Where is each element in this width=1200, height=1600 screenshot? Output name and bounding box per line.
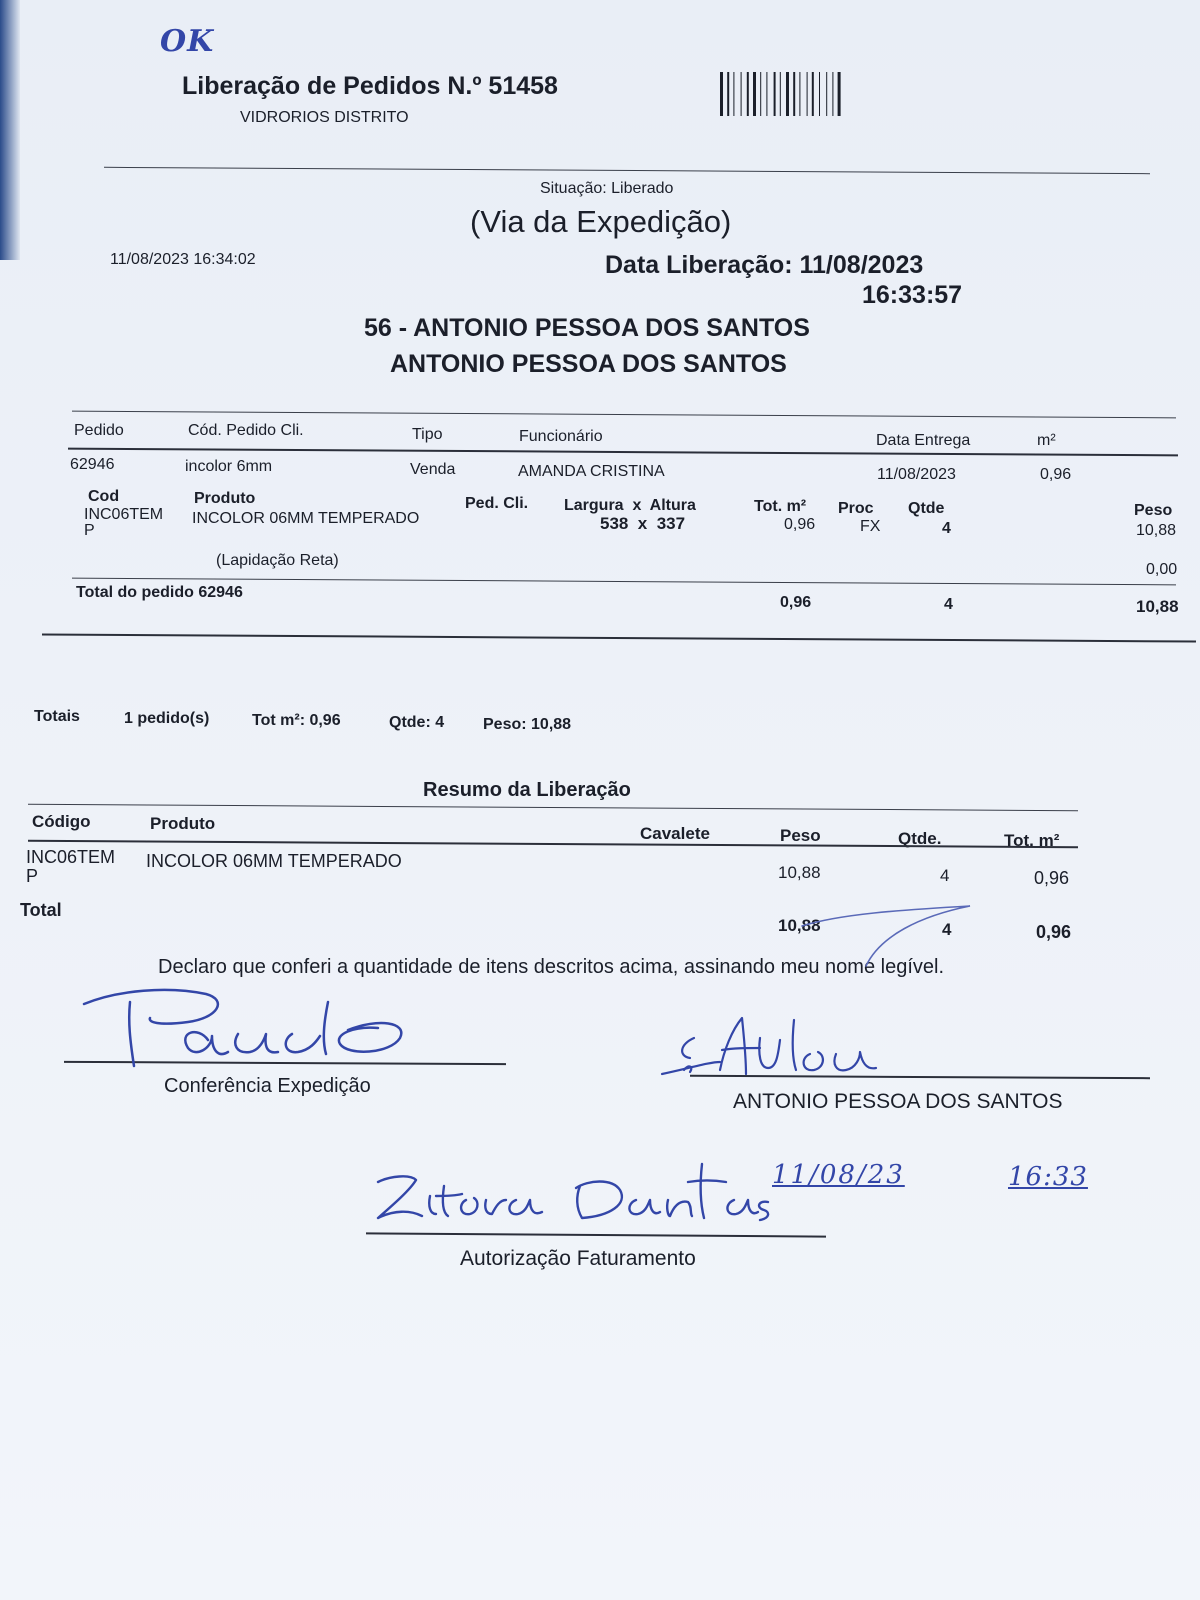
- item-header-largura-altura: Largura x Altura: [564, 497, 696, 514]
- item-tot-m2-value: 0,96: [784, 516, 816, 533]
- right-handwritten-signature: [660, 1010, 900, 1090]
- barcode-bar: [760, 72, 761, 116]
- col-header-cod-pedido-cli: Cód. Pedido Cli.: [188, 422, 304, 439]
- totals-peso: Peso: 10,88: [483, 716, 572, 733]
- summary-total-peso: 10,88: [778, 916, 821, 935]
- item-header-proc: Proc: [838, 500, 874, 517]
- order-total-peso: 10,88: [1136, 597, 1179, 616]
- col-header-data-entrega: Data Entrega: [876, 432, 971, 449]
- client-code-name: 56 - ANTONIO PESSOA DOS SANTOS: [364, 314, 810, 342]
- totals-tot-m2: Tot m²: 0,96: [252, 712, 341, 729]
- left-signature-caption: Conferência Expedição: [164, 1075, 371, 1097]
- barcode-bar: [786, 72, 789, 116]
- totals-pedidos: 1 pedido(s): [124, 710, 210, 727]
- item-process-description: (Lapidação Reta): [216, 552, 339, 569]
- pen-stroke: [800, 906, 980, 976]
- barcode-bar: [747, 72, 749, 116]
- copy-designation: (Via da Expedição): [470, 204, 732, 239]
- summary-total-label: Total: [20, 900, 62, 920]
- summary-header-peso: Peso: [780, 826, 821, 845]
- bottom-handwritten-signature: [370, 1160, 770, 1230]
- col-header-pedido: Pedido: [74, 422, 124, 439]
- item-header-tot-m2: Tot. m²: [754, 498, 807, 515]
- barcode-bar: [727, 72, 729, 116]
- barcode-bar: [733, 72, 734, 116]
- barcode-bar: [812, 72, 814, 116]
- summary-header-produto: Produto: [150, 814, 216, 833]
- left-handwritten-signature: [78, 982, 408, 1072]
- col-header-m2: m²: [1037, 432, 1056, 449]
- barcode-bar: [774, 72, 776, 116]
- summary-peso-value: 10,88: [778, 863, 821, 882]
- item-cod-line2: P: [84, 522, 95, 539]
- item-cod-line1: INC06TEM: [84, 506, 164, 523]
- order-cod-pedido-cli-value: incolor 6mm: [185, 458, 273, 475]
- summary-header-tot-m2: Tot. m²: [1004, 831, 1060, 850]
- barcode-bar: [766, 72, 767, 116]
- handwritten-date: 11/08/23: [772, 1160, 905, 1190]
- printed-timestamp: 11/08/2023 16:34:02: [110, 251, 256, 268]
- barcode-bar: [720, 72, 723, 116]
- barcode: [720, 72, 900, 118]
- col-header-funcionario: Funcionário: [519, 428, 603, 445]
- declaration-text: Declaro que conferi a quantidade de itens descritos acima, assinando meu nome legível.: [158, 956, 945, 978]
- item-qtde-value: 4: [942, 520, 951, 537]
- summary-produto-value: INCOLOR 06MM TEMPERADO: [146, 851, 402, 871]
- page-edge-shadow: [0, 0, 20, 260]
- summary-header-qtde: Qtde.: [898, 829, 942, 848]
- order-data-entrega-value: 11/08/2023: [877, 466, 956, 483]
- item-cod-value: [84, 507, 163, 539]
- handwritten-time: 16:33: [1008, 1162, 1088, 1192]
- barcode-bar: [741, 72, 742, 116]
- summary-codigo-value: [26, 848, 115, 886]
- totals-label: Totais: [34, 708, 80, 725]
- order-total-qtde: 4: [944, 596, 953, 613]
- summary-total-tot-m2: 0,96: [1036, 922, 1072, 942]
- summary-codigo-line1: INC06TEM: [26, 847, 116, 867]
- order-funcionario-value: AMANDA CRISTINA: [518, 463, 665, 480]
- item-proc-value: FX: [860, 518, 881, 535]
- barcode-bar: [838, 72, 841, 116]
- barcode-bar: [753, 72, 756, 116]
- item-header-produto: Produto: [194, 490, 256, 507]
- right-signature-caption: ANTONIO PESSOA DOS SANTOS: [733, 1090, 1063, 1113]
- totals-qtde: Qtde: 4: [389, 714, 445, 731]
- barcode-bar: [826, 72, 827, 116]
- barcode-bar: [780, 72, 781, 116]
- release-date: Data Liberação: 11/08/2023: [605, 251, 924, 279]
- item-process-peso: 0,00: [1146, 561, 1178, 578]
- order-tipo-value: Venda: [410, 461, 456, 478]
- barcode-bar: [799, 72, 800, 116]
- item-header-cod: Cod: [88, 488, 120, 505]
- item-header-qtde: Qtde: [908, 500, 945, 517]
- item-header-ped-cli: Ped. Cli.: [465, 495, 529, 512]
- summary-header-codigo: Código: [32, 812, 91, 831]
- col-header-tipo: Tipo: [412, 426, 443, 443]
- company-name: VIDRORIOS DISTRITO: [240, 109, 409, 126]
- summary-tot-m2-value: 0,96: [1034, 868, 1070, 888]
- item-peso-value: 10,88: [1136, 522, 1177, 539]
- summary-codigo-line2: P: [26, 866, 39, 886]
- order-pedido-value: 62946: [70, 456, 115, 473]
- order-total-tot-m2: 0,96: [780, 594, 812, 611]
- order-m2-value: 0,96: [1040, 466, 1072, 483]
- release-time: 16:33:57: [862, 281, 963, 309]
- summary-header-cavalete: Cavalete: [640, 824, 710, 843]
- order-total-label: Total do pedido 62946: [76, 584, 243, 601]
- handwritten-ok-mark: OK: [160, 24, 215, 59]
- item-largura-altura-value: 538 x 337: [600, 514, 686, 533]
- item-produto-value: INCOLOR 06MM TEMPERADO: [192, 510, 420, 527]
- item-header-peso: Peso: [1134, 502, 1173, 519]
- status-text: Situação: Liberado: [540, 180, 674, 197]
- document-title: Liberação de Pedidos N.º 51458: [182, 72, 558, 100]
- barcode-bar: [807, 72, 808, 116]
- summary-title: Resumo da Liberação: [423, 779, 631, 801]
- summary-qtde-value: 4: [940, 866, 950, 885]
- client-name: ANTONIO PESSOA DOS SANTOS: [390, 350, 787, 378]
- summary-total-qtde: 4: [942, 920, 952, 939]
- barcode-bar: [793, 72, 795, 116]
- barcode-bar: [832, 72, 833, 116]
- bottom-signature-caption: Autorização Faturamento: [460, 1247, 696, 1270]
- barcode-bar: [819, 72, 820, 116]
